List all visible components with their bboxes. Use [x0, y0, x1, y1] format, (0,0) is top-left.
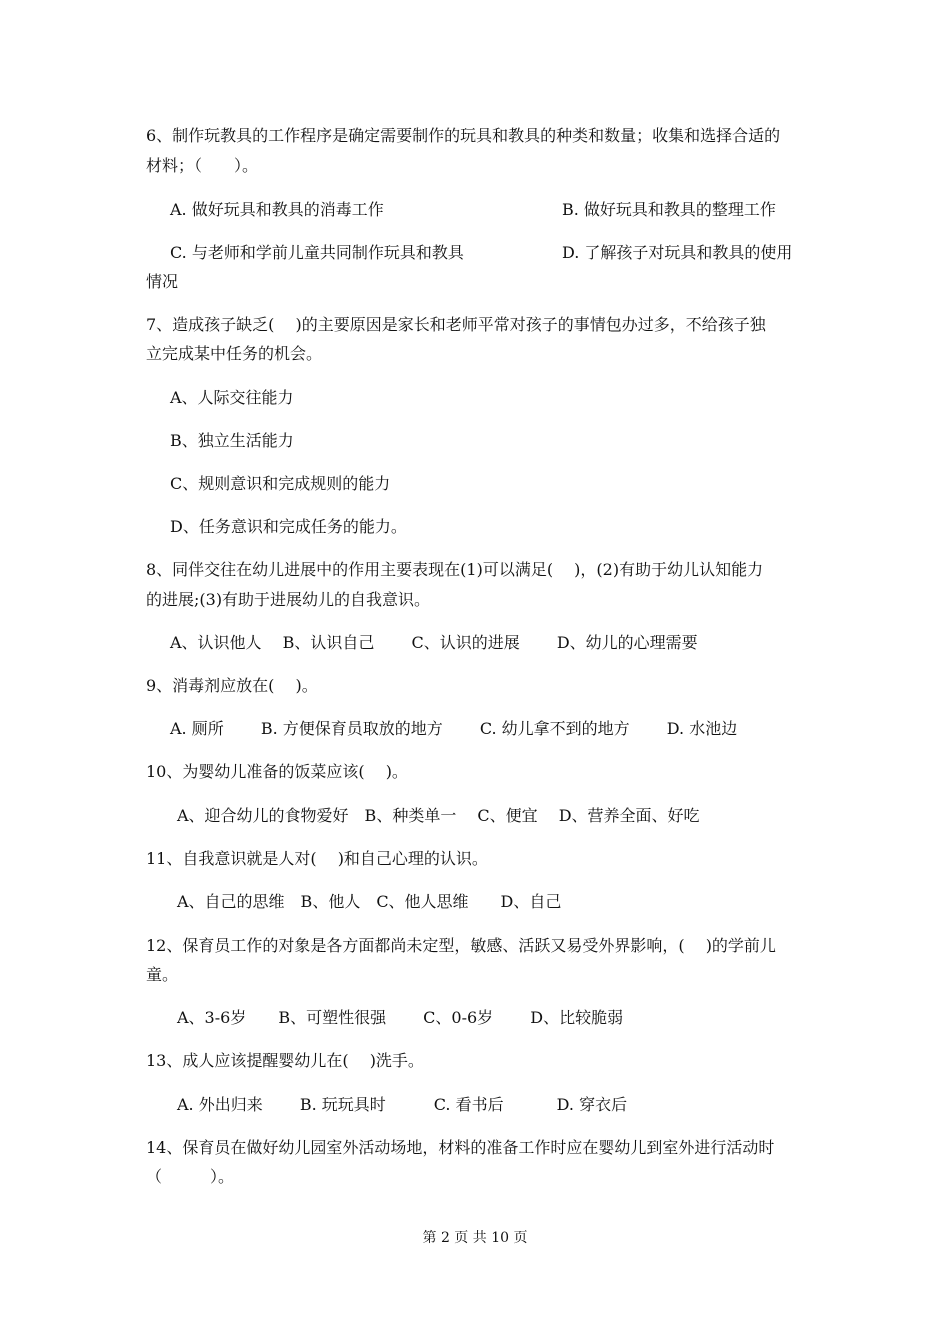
question-14-text-cont: （ ）。	[146, 1167, 235, 1186]
question-6-option-d-cont: 情况	[146, 272, 179, 291]
question-11-text: 11、自我意识就是人对( )和自己心理的认识。	[146, 849, 488, 868]
question-6-text: 6、制作玩教具的工作程序是确定需要制作的玩具和教具的种类和数量；收集和选择合适的	[146, 126, 781, 145]
question-9-text: 9、消毒剂应放在( )。	[146, 676, 318, 695]
question-7-option-c: C、规则意识和完成规则的能力	[170, 474, 391, 493]
question-13-options: A. 外出归来 B. 玩玩具时 C. 看书后 D. 穿衣后	[177, 1095, 628, 1114]
question-7-option-b: B、独立生活能力	[170, 431, 294, 450]
question-8-options: A、认识他人 B、认识自己 C、认识的进展 D、幼儿的心理需要	[170, 633, 698, 652]
question-6-option-d: D. 了解孩子对玩具和教具的使用	[562, 243, 793, 262]
question-9-options: A. 厕所 B. 方便保育员取放的地方 C. 幼儿拿不到的地方 D. 水池边	[170, 719, 738, 738]
question-12-options: A、3-6岁 B、可塑性很强 C、0-6岁 D、比较脆弱	[177, 1008, 624, 1027]
question-6-option-c: C. 与老师和学前儿童共同制作玩具和教具	[170, 243, 464, 262]
question-10-text: 10、为婴幼儿准备的饭菜应该( )。	[146, 762, 408, 781]
question-14-text: 14、保育员在做好幼儿园室外活动场地，材料的准备工作时应在婴幼儿到室外进行活动时	[146, 1138, 775, 1157]
question-7-option-d: D、任务意识和完成任务的能力。	[170, 517, 407, 536]
question-12-text: 12、保育员工作的对象是各方面都尚未定型，敏感、活跃又易受外界影响，( )的学前儿	[146, 936, 776, 955]
question-7-text-cont: 立完成某中任务的机会。	[146, 344, 323, 363]
question-6-option-b: B. 做好玩具和教具的整理工作	[562, 200, 776, 219]
question-11-options: A、自己的思维 B、他人 C、他人思维 D、自己	[177, 892, 562, 911]
question-7-option-a: A、人际交往能力	[170, 388, 294, 407]
question-10-options: A、迎合幼儿的食物爱好 B、种类单一 C、便宜 D、营养全面、好吃	[177, 806, 700, 825]
question-6-text-cont: 材料；（ ）。	[146, 156, 259, 175]
question-7-text: 7、造成孩子缺乏( )的主要原因是家长和老师平常对孩子的事情包办过多，不给孩子独	[146, 315, 766, 334]
question-8-text-cont: 的进展;(3)有助于进展幼儿的自我意识。	[146, 590, 431, 609]
question-12-text-cont: 童。	[146, 965, 179, 984]
question-13-text: 13、成人应该提醒婴幼儿在( )洗手。	[146, 1051, 424, 1070]
page-footer: 第 2 页 共 10 页	[422, 1230, 528, 1246]
question-8-text: 8、同伴交往在幼儿进展中的作用主要表现在(1)可以满足( )，(2)有助于幼儿认知能力	[146, 560, 764, 579]
question-6-option-a: A. 做好玩具和教具的消毒工作	[170, 200, 384, 219]
